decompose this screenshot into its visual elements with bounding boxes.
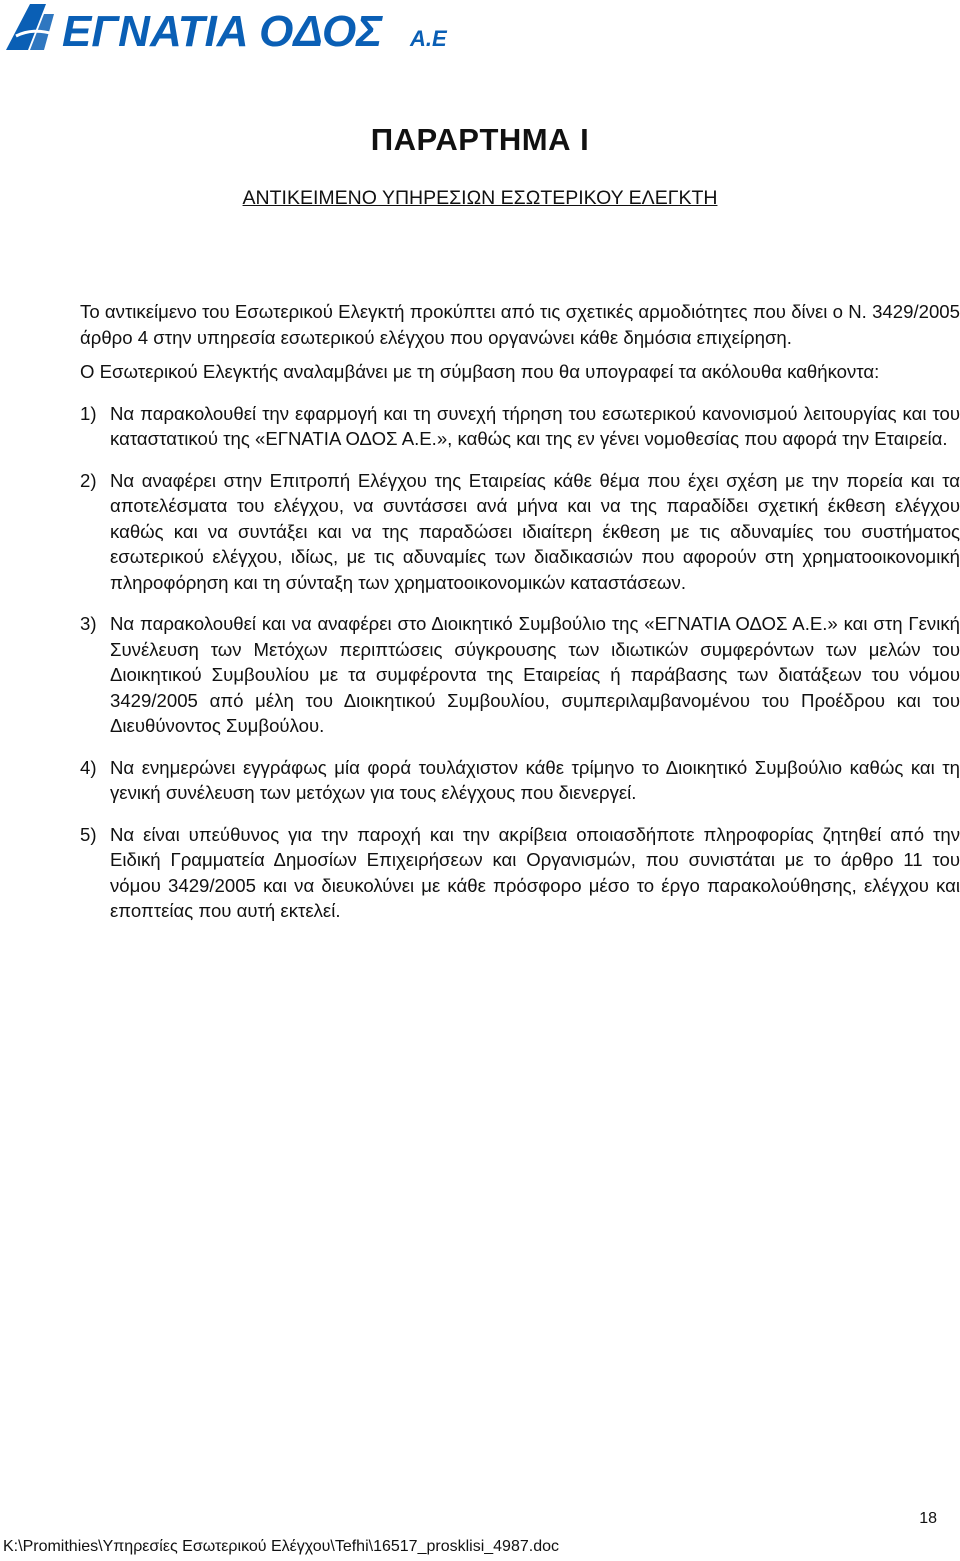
page-title: ΠΑΡΑΡΤΗΜΑ Ι bbox=[370, 122, 590, 157]
list-item bbox=[80, 755, 960, 806]
list-item-number: 2) bbox=[80, 469, 97, 491]
list-item bbox=[80, 611, 960, 739]
list-item-text: Να αναφέρει στην Επιτροπή Ελέγχου της Εταιρείας κάθε θέμα που έχει σχέση με την πορεία και τα αποτελέσματα του ελέγχου, να συντάσσει ανά μήνα και να της παραδίδει σχετική έκθεση ελέγχου καθώς και να συντάξει και να της παραδώσει ιδιαίτερη έκθεση με τις αδυναμίες του συστήματος εσωτερικού ελέγχου, ιδίως, με τις αδυναμίες των διαδικασιών που αφορούν στη χρηματοοικονομική πληροφόρηση και τη σύνταξη των χρηματοοικονομικών καταστάσεων. bbox=[110, 469, 960, 593]
list-item-text: Να είναι υπεύθυνος για την παροχή και την ακρίβεια οποιασδήποτε πληροφορίας ζητηθεί από την Ειδική Γραμματεία Δημοσίων Επιχειρήσεων και Οργανισμών, που συνιστάται με το άρθρο 11 του νόμου 3429/2005 και να διευκολύνει με κάθε πρόσφορο μέσο το έργο παρακολούθησης, ελέγχου και εποπτείας που αυτή εκτελεί. bbox=[110, 823, 960, 921]
company-logo bbox=[0, 0, 470, 60]
list-item-number: 5) bbox=[80, 823, 97, 845]
logo-suffix: Α.Ε bbox=[410, 26, 447, 51]
intro-paragraph: Το αντικείμενο του Εσωτερικού Ελεγκτή προκύπτει από τις σχετικές αρμοδιότητες που δίνει ο Ν. 3429/2005 άρθρο 4 στην υπηρεσία εσωτερικού ελέγχου που οργανώνει κάθε δημόσια επιχείρηση. bbox=[80, 301, 960, 348]
list-item bbox=[80, 401, 960, 452]
road-emblem-icon bbox=[6, 4, 54, 50]
list-item-text: Να ενημερώνει εγγράφως μία φορά τουλάχιστον κάθε τρίμηνο το Διοικητικό Συμβούλιο καθώς και τη γενική συνέλευση των μετόχων για τους ελέγχους που διενεργεί. bbox=[110, 756, 960, 803]
logo-text: ΕΓΝΑΤΙΑ ΟΔΟΣ bbox=[62, 7, 383, 56]
list-item-number: 3) bbox=[80, 613, 97, 634]
list-item-number: 4) bbox=[80, 756, 97, 778]
document-body bbox=[80, 299, 960, 924]
footer-file-path: K:\Promithies\Υπηρεσίες Εσωτερικού Ελέγχου\Tefhi\16517_prosklisi_4987.doc bbox=[3, 1538, 559, 1555]
list-item-text: Να παρακολουθεί και να αναφέρει στο Διοικητικό Συμβούλιο της «ΕΓΝΑΤΙΑ ΟΔΟΣ Α.Ε.» και στη Γενική Συνέλευση των Μετόχων περιπτώσεις σύγκρουσης των ιδιωτικών συμφερόντων των μελών του Διοικητικού Συμβουλίου με τα συμφέροντα της Εταιρείας ή παράβασης των διατάξεων του νόμου 3429/2005 από μέλη του Διοικητικού Συμβουλίου, συμπεριλαμβανομένου του Προέδρου και του Διευθύνοντος Συμβούλου. bbox=[110, 613, 960, 736]
list-item-text: Να παρακολουθεί την εφαρμογή και τη συνεχή τήρηση του εσωτερικού κανονισμού λειτουργίας και του καταστατικού της «ΕΓΝΑΤΙΑ ΟΔΟΣ Α.Ε.», καθώς και της εν γένει νομοθεσίας που αφορά την Εταιρεία. bbox=[110, 402, 960, 449]
page-number: 18 bbox=[919, 1510, 937, 1527]
page-subtitle: ΑΝΤΙΚΕΙΜΕΝΟ ΥΠΗΡΕΣΙΩΝ ΕΣΩΤΕΡΙΚΟΥ ΕΛΕΓΚΤΗ bbox=[242, 187, 718, 209]
list-item bbox=[80, 468, 960, 596]
duties-intro-paragraph: Ο Εσωτερικού Ελεγκτής αναλαμβάνει με τη σύμβαση που θα υπογραφεί τα ακόλουθα καθήκοντα: bbox=[80, 361, 880, 382]
list-item bbox=[80, 822, 960, 924]
list-item-number: 1) bbox=[80, 402, 97, 424]
